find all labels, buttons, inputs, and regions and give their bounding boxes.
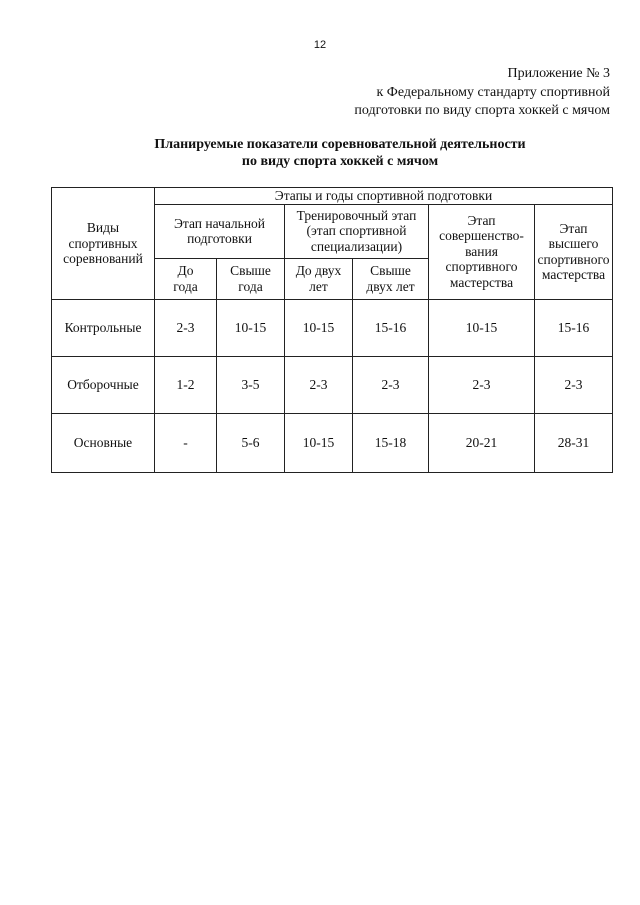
corner-line-2: спортивных <box>68 235 138 251</box>
table-cell: 15-16 <box>535 299 613 356</box>
row-label: Основные <box>52 413 155 472</box>
subheader-up-to-year: До года <box>155 258 217 299</box>
table-row <box>52 413 613 472</box>
stage-header-training: Тренировочный этап (этап спортивной специализации) <box>285 204 429 258</box>
table-cell: 20-21 <box>429 413 535 472</box>
header-row-1 <box>52 188 613 205</box>
title-line-2: по виду спорта хоккей с мячом <box>241 154 439 169</box>
table-cell: 15-18 <box>353 413 429 472</box>
table-cell: - <box>155 413 217 472</box>
table-cell: 3-5 <box>217 356 285 413</box>
table-cell: 2-3 <box>155 299 217 356</box>
row-label: Отборочные <box>52 356 155 413</box>
appendix-line-2: к Федеральному стандарту спортивной <box>376 84 610 100</box>
stage-header-improvement: Этап совершенство- вания спортивного мастерства <box>429 204 535 299</box>
table-cell: 2-3 <box>429 356 535 413</box>
stage-header-higher: Этап высшего спортивного мастерства <box>535 204 613 299</box>
row-label: Контрольные <box>52 299 155 356</box>
stage-header-initial: Этап начальной подготовки <box>155 204 285 258</box>
table-cell: 2-3 <box>353 356 429 413</box>
title-line-1: Планируемые показатели соревновательной деятельности <box>154 137 526 152</box>
document-title <box>40 136 640 170</box>
group-header-cell: Этапы и годы спортивной подготовки <box>155 188 613 205</box>
corner-line-3: соревнований <box>63 251 143 266</box>
appendix-line-1: Приложение № 3 <box>507 66 610 81</box>
page-number: 12 <box>313 39 327 51</box>
table-cell: 1-2 <box>155 356 217 413</box>
table-cell: 2-3 <box>285 356 353 413</box>
appendix-line-3: подготовки по виду спорта хоккей с мячом <box>354 103 610 118</box>
table-row <box>52 356 613 413</box>
table-cell: 10-15 <box>217 299 285 356</box>
subheader-over-two-years: Свыше двух лет <box>353 258 429 299</box>
table-cell: 10-15 <box>285 413 353 472</box>
subheader-up-to-two-years: До двух лет <box>285 258 353 299</box>
corner-header-cell <box>52 188 155 300</box>
table-cell: 15-16 <box>353 299 429 356</box>
table-cell: 5-6 <box>217 413 285 472</box>
appendix-note <box>280 65 610 121</box>
table-cell: 10-15 <box>285 299 353 356</box>
subheader-over-year: Свыше года <box>217 258 285 299</box>
table-cell: 28-31 <box>535 413 613 472</box>
table-cell: 10-15 <box>429 299 535 356</box>
table-cell: 2-3 <box>535 356 613 413</box>
table-row <box>52 299 613 356</box>
competition-table <box>51 187 613 473</box>
corner-line-1: Виды <box>86 220 120 235</box>
